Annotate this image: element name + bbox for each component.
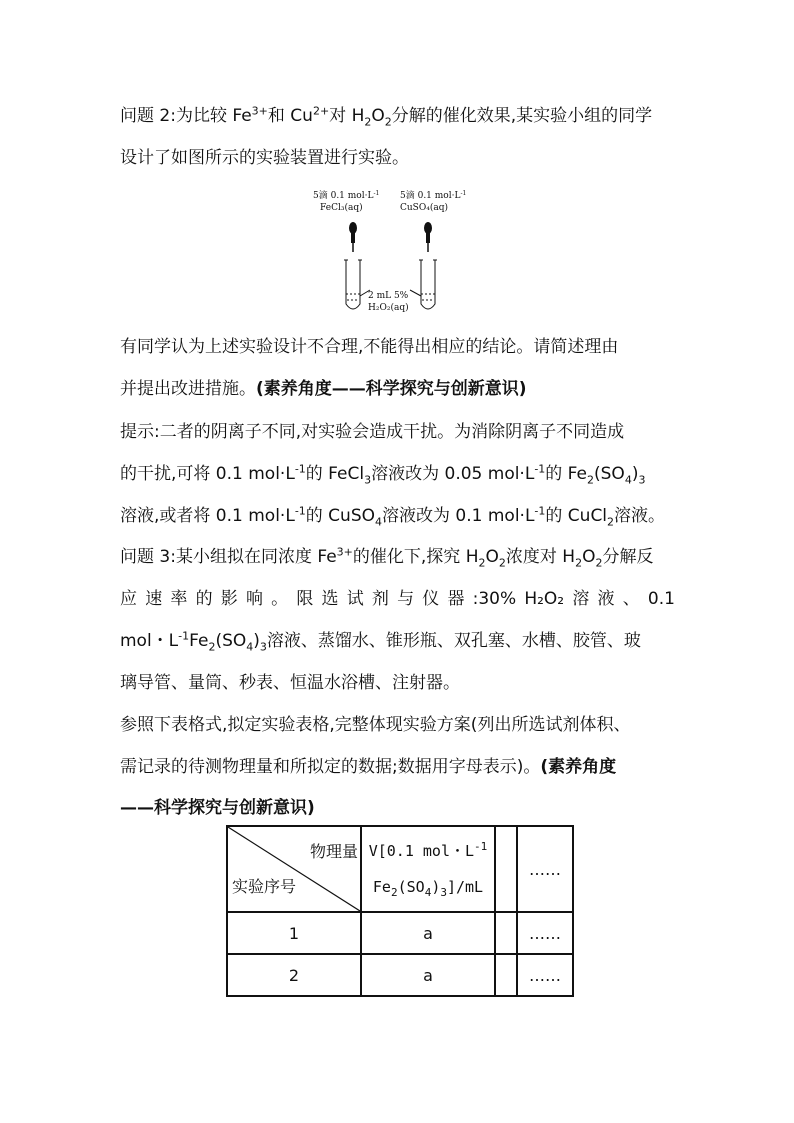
table-row <box>227 912 573 954</box>
right-test-tube-icon <box>410 260 437 309</box>
question3-line4: 璃导管、量筒、秒表、恒温水浴槽、注射器。 <box>120 673 460 693</box>
row-blank-cell <box>495 954 517 996</box>
hint-line3: 溶液,或者将 0.1 $mol\cdot L^{-1}$的 CuSO$_4$溶液改为 0.1 $mol\cdot L^{-1}$的 CuCl$_2$溶液。 <box>120 504 666 529</box>
right-drop-label: 5滴 0.1 $mol\cdot L^{-1}$ <box>400 190 467 201</box>
paragraph1-line2: 并提出改进措施。(素养角度——科学探究与创新意识) <box>120 379 527 399</box>
corner-bottom-label: 实验序号 <box>232 877 297 896</box>
row-volume-cell: a <box>361 912 495 954</box>
row-ellipsis-cell: …… <box>517 954 573 996</box>
paragraph1-line1: 有同学认为上述实验设计不合理,不能得出相应的结论。请简述理由 <box>120 337 619 357</box>
ellipsis-header-cell: …… <box>517 826 573 912</box>
table-row <box>227 954 573 996</box>
row-ellipsis-cell: …… <box>517 912 573 954</box>
paragraph2-line3: ——科学探究与创新意识) <box>120 798 315 818</box>
right-dropper-icon <box>424 222 432 252</box>
experiment-table <box>226 825 574 997</box>
blank-header-cell <box>495 826 517 912</box>
row-id-cell: 1 <box>227 912 361 954</box>
question2-line1: 问题 2:为比较 $Fe^{3+}$和 $Cu^{2+}$对 $H_2O_2$分解的催化效果,某实验小组的同学 <box>120 104 653 129</box>
right-solution-label: CuSO₄(aq) <box>400 203 448 213</box>
left-drop-label: 5滴 0.1 $mol\cdot L^{-1}$ <box>313 190 380 201</box>
hint-line1: 提示:二者的阴离子不同,对实验会造成干扰。为消除阴离子不同造成 <box>120 422 625 442</box>
center-label-2: H₂O₂(aq) <box>368 303 409 313</box>
question2-line2: 设计了如图所示的实验装置进行实验。 <box>120 148 409 168</box>
row-volume-cell: a <box>361 954 495 996</box>
left-solution-label: FeCl₃(aq) <box>320 203 363 213</box>
question3-line3: mol・$L^{-1}Fe_2(SO_4)_3$溶液、蒸馏水、锥形瓶、双孔塞、水槽、胶管、玻 <box>120 629 641 654</box>
paragraph2-line2: 需记录的待测物理量和所拟定的数据;数据用字母表示)。(素养角度 <box>120 757 617 777</box>
left-test-tube-icon <box>344 260 370 309</box>
question3-line2: 应 速 率 的 影 响 。 限 选 试 剂 与 仪 器 :30% H₂O₂ 溶 液 、 0.1 <box>120 589 675 609</box>
row-blank-cell <box>495 912 517 954</box>
test-tube-figure <box>300 186 480 316</box>
corner-top-label: 物理量 <box>309 842 358 861</box>
row-id-cell: 2 <box>227 954 361 996</box>
volume-header-cell: V[0.1 mol・$L^{-1}$ $Fe_2(SO_4)_3]/mL$ <box>361 826 495 912</box>
hint-line2: 的干扰,可将 0.1 $mol\cdot L^{-1}$的 FeCl$_3$溶液改为 0.05 $mol\cdot L^{-1}$的 $Fe_2(SO_4)_3$ <box>120 462 646 487</box>
paragraph2-line1: 参照下表格式,拟定实验表格,完整体现实验方案(列出所选试剂体积、 <box>120 715 631 735</box>
table-corner-cell <box>227 826 361 912</box>
table-header-row <box>227 826 573 912</box>
left-dropper-icon <box>349 222 357 252</box>
question3-line1: 问题 3:某小组拟在同浓度 $Fe^{3+}$的催化下,探究 $H_2O_2$浓度对 $H_2O_2$分解反 <box>120 545 654 570</box>
center-label-1: 2 mL 5% <box>368 291 409 301</box>
